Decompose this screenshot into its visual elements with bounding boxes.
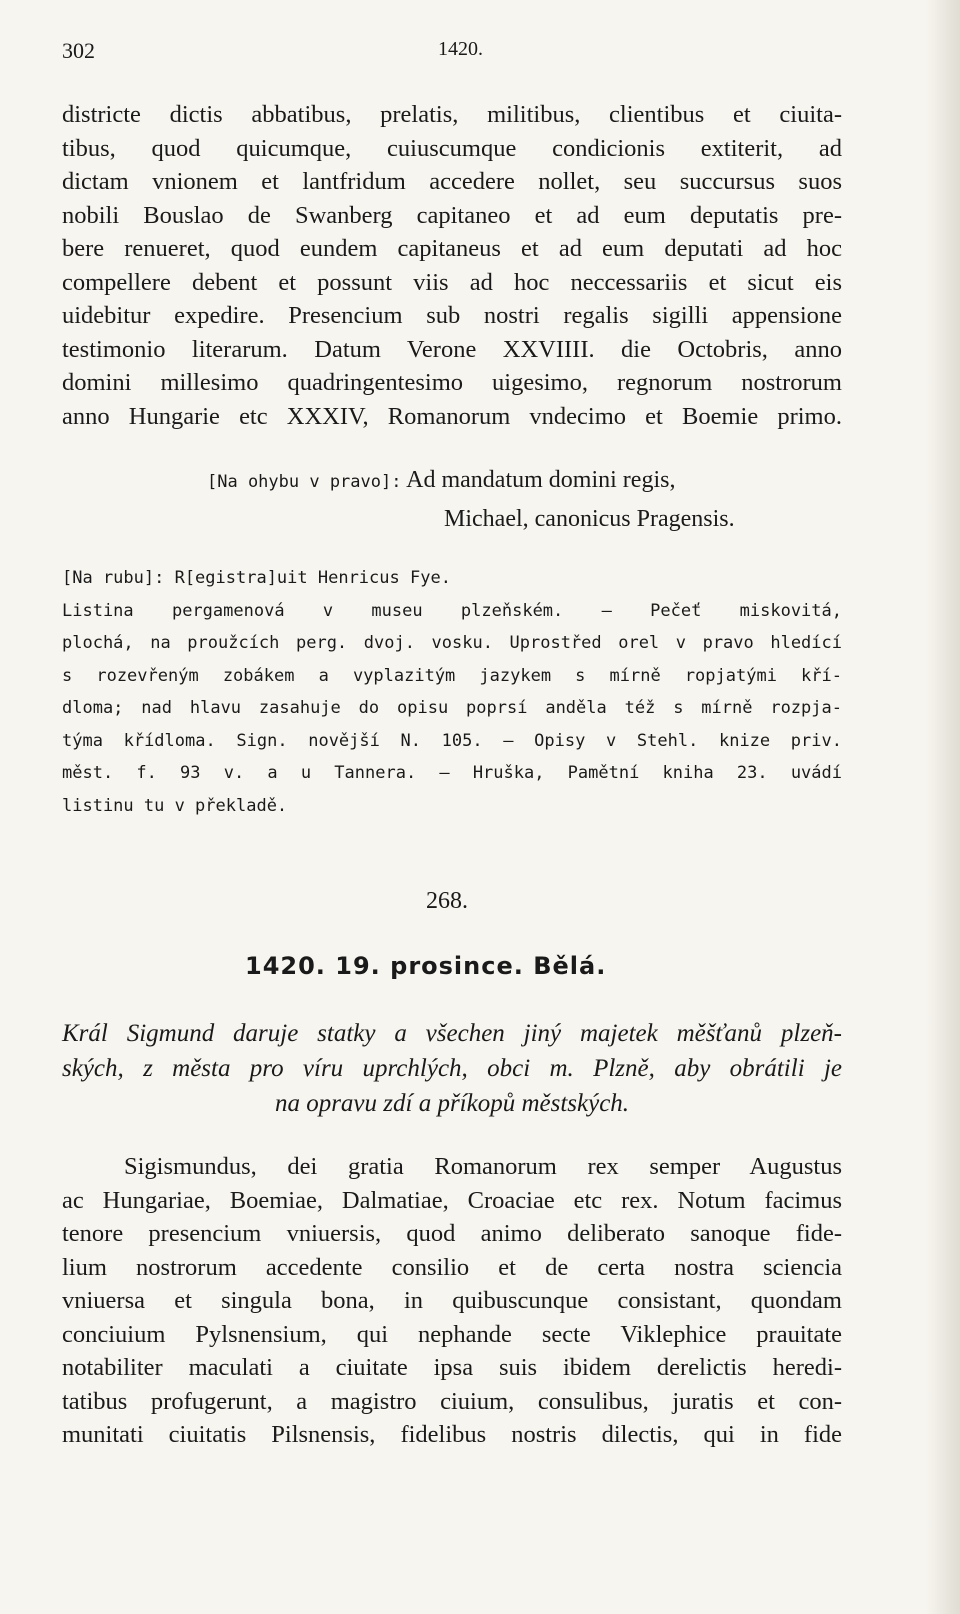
text-line: lium nostrorum accedente consilio et de certa nostra sciencia: [62, 1253, 842, 1281]
text-line: tenore presencium vniuersis, quod animo deliberato sanoque fide-: [62, 1220, 842, 1247]
note-line: Listina pergamenová v museu plzeňském. — Pečeť miskovitá,: [62, 600, 842, 621]
running-header-year: 1420.: [438, 38, 483, 60]
note-line: týma křídloma. Sign. novější N. 105. — Opisy v Stehl. knize priv.: [62, 730, 842, 751]
document-date-heading: 1420. 19. prosince. Bělá.: [245, 952, 607, 980]
text-line: tibus, quod quicumque, cuiuscumque condicionis extiterit, ad: [62, 134, 842, 162]
text-line: compellere debent et possunt viis ad hoc neccessariis et sicut eis: [62, 268, 842, 296]
document-body-text: [62, 1150, 842, 1452]
regest-line: ských, z města pro víru uprchlých, obci m. Plzně, aby obrátili je: [62, 1055, 842, 1082]
page-number: 302: [62, 38, 95, 63]
text-line: Sigismundus, dei gratia Romanorum rex semper Augustus: [124, 1153, 842, 1180]
text-line: uidebitur expedire. Presencium sub nostri regalis sigilli appensione: [62, 302, 842, 329]
document-number: 268.: [426, 888, 468, 914]
note-line: dloma; nad hlavu zasahuje do opisu poprsí anděla též s mírně rozpja-: [62, 698, 842, 718]
note-line: [Na rubu]: R[egistra]uit Henricus Fye.: [62, 568, 451, 588]
text-line: conciuium Pylsnensium, qui nephande secte Viklephice prauitate: [62, 1320, 842, 1348]
endorsement-line-2: Michael, canonicus Pragensis.: [444, 506, 735, 532]
text-line: notabiliter maculati a ciuitate ipsa suis ibidem derelictis heredi-: [62, 1354, 842, 1381]
text-line: munitati ciuitatis Pilsnensis, fidelibus nostris dilectis, qui in fide: [62, 1421, 842, 1448]
text-line: vniuersa et singula bona, in quibuscunque consistant, quondam: [62, 1287, 842, 1314]
regest-line: Král Sigmund daruje statky a všechen jiný majetek měšťanů plzeň-: [62, 1020, 842, 1047]
page-header: [62, 38, 842, 68]
text-line: ac Hungariae, Boemiae, Dalmatiae, Croaciae etc rex. Notum facimus: [62, 1186, 842, 1214]
text-line: bere renueret, quod eundem capitaneus et ad eum deputati ad hoc: [62, 235, 842, 262]
editorial-notes: [62, 562, 842, 822]
endorsement-lead: [Na ohybu v pravo]:: [207, 472, 402, 492]
fold-endorsement: [207, 462, 847, 538]
page-gutter-shadow: [926, 0, 960, 1614]
note-line: měst. f. 93 v. a u Tannera. — Hruška, Pamětní kniha 23. uvádí: [62, 763, 842, 783]
document-regest: [62, 1016, 842, 1121]
note-line: listinu tu v překladě.: [62, 795, 288, 816]
endorsement-line-1: Ad mandatum domini regis,: [406, 467, 676, 493]
preceding-document-text: [62, 98, 842, 433]
note-line: s rozevřeným zobákem a vyplazitým jazykem s mírně ropjatými kří-: [62, 665, 842, 686]
text-line: tatibus profugerunt, a magistro ciuium, consulibus, juratis et con-: [62, 1387, 842, 1415]
text-line: anno Hungarie etc XXXIV, Romanorum vndecimo et Boemie primo.: [62, 402, 842, 430]
text-line: testimonio literarum. Datum Verone XXVIIII. die Octobris, anno: [62, 335, 842, 363]
regest-line: na opravu zdí a příkopů městských.: [274, 1090, 630, 1117]
text-line: dictam vnionem et lantfridum accedere nollet, seu succursus suos: [62, 168, 842, 195]
text-line: districte dictis abbatibus, prelatis, militibus, clientibus et ciuita-: [62, 101, 842, 128]
text-line: domini millesimo quadringentesimo uigesimo, regnorum nostrorum: [62, 369, 842, 396]
note-line: plochá, na proužcích perg. dvoj. vosku. Uprostřed orel v pravo hledící: [62, 633, 842, 653]
text-line: nobili Bouslao de Swanberg capitaneo et ad eum deputatis pre-: [62, 201, 842, 229]
